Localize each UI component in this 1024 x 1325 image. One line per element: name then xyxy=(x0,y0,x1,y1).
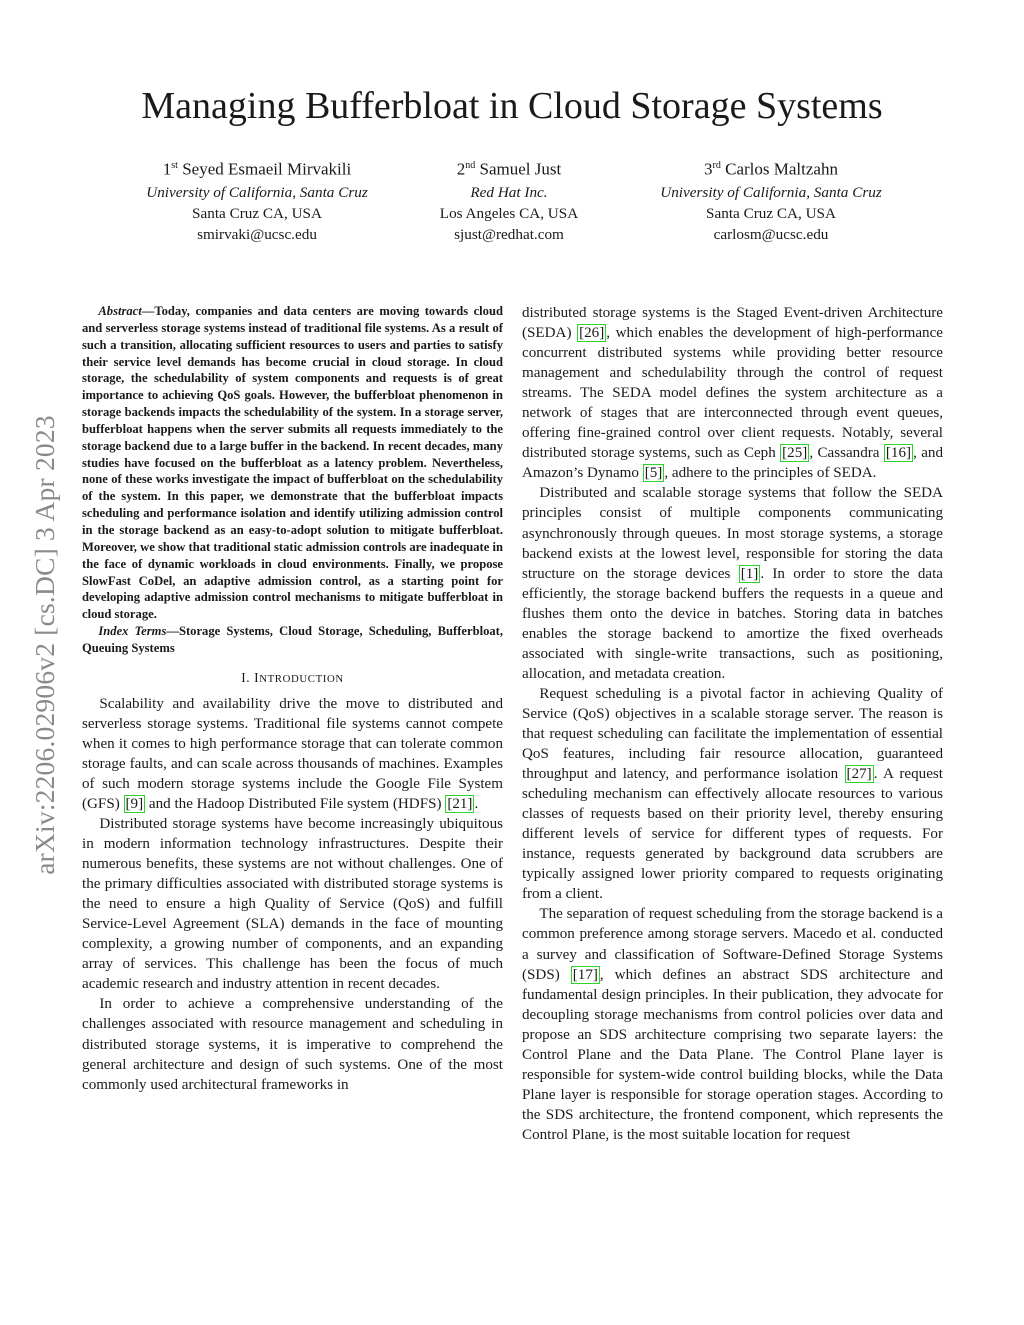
author-ordinal-suffix: st xyxy=(171,160,178,171)
citation-link[interactable]: [25] xyxy=(782,445,808,462)
author-affiliation: University of California, Santa Cruz xyxy=(146,183,368,201)
author-location: Santa Cruz CA, USA xyxy=(706,204,836,222)
author-name: Seyed Esmaeil Mirvakili xyxy=(182,159,352,179)
abstract-lead: Abstract xyxy=(98,304,142,318)
abstract xyxy=(82,303,503,623)
section-heading-rest: NTRODUCTION xyxy=(259,672,344,685)
index-terms xyxy=(82,623,503,657)
intro-paragraph-2: Distributed storage systems have become increasingly ubiquitous in modern information technology infrastructures. Despite their numerous benefits, these systems are not without challenges. One of the primary difficulties associated with distributed storage systems is the need to ensure a high Quality of Service (QoS) and fulfill Service-Level Agreement (SLA) demands in the face of mounting complexity, a growing number of components, and an expanding array of services. This challenge has been the focus of much academic research and industry attention in recent decades. xyxy=(82,816,503,993)
citation-link[interactable]: [17] xyxy=(572,966,598,983)
author-affiliation: University of California, Santa Cruz xyxy=(660,183,882,201)
citation-link[interactable]: [1] xyxy=(740,565,759,582)
text-run: Request scheduling is a pivotal factor in achieving Quality of Service (QoS) objectives in a scalable storage server. The reason is that request scheduling can facilitate the implementation of essential QoS features, including fair resource allocation, guaranteed throughput and latency, and performance isolation xyxy=(522,685,943,783)
text-run: and the Hadoop Distributed File system (HDFS) xyxy=(145,795,446,812)
author-name: Samuel Just xyxy=(479,159,562,179)
author-affiliation: Red Hat Inc. xyxy=(470,183,548,201)
left-column xyxy=(82,303,503,1095)
author-ordinal-suffix: nd xyxy=(465,160,476,171)
citation-link[interactable]: [27] xyxy=(846,766,872,783)
intro-paragraph-3: In order to achieve a comprehensive understanding of the challenges associated with resource management and scheduling in distributed storage systems, it is imperative to comprehend the general architecture and design of such systems. One of the most commonly used architectural frameworks in xyxy=(82,996,503,1093)
right-paragraph-4 xyxy=(522,904,943,1145)
section-numeral: I. I xyxy=(241,669,260,685)
author-location: Santa Cruz CA, USA xyxy=(192,204,322,222)
text-run: The separation of request scheduling from the storage backend is a common preference among storage servers. Macedo et al. conducted a survey and classification of Software-Defined Storage Systems (SDS) xyxy=(522,906,943,983)
text-run: . xyxy=(474,795,479,812)
right-paragraph-3 xyxy=(522,684,943,905)
arxiv-identifier: arXiv:2206.02906v2 [cs.DC] 3 Apr 2023 xyxy=(29,415,60,875)
author-name: Carlos Maltzahn xyxy=(725,159,838,179)
citation-link[interactable]: [5] xyxy=(644,465,663,482)
author-ordinal: 1 xyxy=(162,159,172,179)
author-ordinal: 2 xyxy=(456,159,466,179)
intro-paragraph-1 xyxy=(82,694,503,814)
citation-link[interactable]: [26] xyxy=(579,325,605,342)
text-run: . In order to store the data efficiently, the storage backend buffers the requests in a queue and flushes them onto the device in batches. Storing data in batches enables the storage backend to amortize the fixed overheads associated with single-write transactions, such as positioning, allocation, and metadata creation. xyxy=(522,565,943,682)
text-run: Scalability and availability drive the move to distributed and serverless storage systems. Traditional file systems cannot compete when it comes to high performance storage that can tolerate common storage faults, and can scale across thousands of machines. Examples of such modern storage systems include the Google File System (GFS) xyxy=(82,695,503,812)
text-run: , Cassandra xyxy=(809,445,884,462)
text-run: distributed storage systems is the Staged Event-driven Architecture (SEDA) xyxy=(522,305,943,342)
author-ordinal: 3 xyxy=(704,159,713,179)
text-run: , adhere to the principles of SEDA. xyxy=(664,465,877,482)
text-run: Distributed and scalable storage systems that follow the SEDA principles consist of multiple components communicating asynchronously through queues. In most storage systems, a storage backend exists at the lowest level, responsible for storing the data structure on the storage devices xyxy=(522,485,943,582)
author-location: Los Angeles CA, USA xyxy=(439,204,579,222)
citation-link[interactable]: [21] xyxy=(447,795,473,812)
author-3 xyxy=(606,154,936,245)
section-heading-introduction xyxy=(82,669,503,688)
right-paragraph-1 xyxy=(522,303,943,483)
text-run: , which defines an abstract SDS architecture and fundamental design principles. In their publication, they advocate for decoupling storage mechanisms from control policies over data and propose an SDS architecture comprising two separate layers: the Control Plane and the Data Plane. The Control Plane layer is responsible for system-wide control building blocks, while the Data Plane layer is responsible for storage operation stages. According to the SDS architecture, the frontend component, which represents the Control Plane, is the most suitable location for request xyxy=(522,966,944,1143)
author-ordinal-suffix: rd xyxy=(712,160,721,171)
abstract-text: —Today, companies and data centers are moving towards cloud and serverless storage systems instead of traditional file systems. As a result of such a transition, allocating sufficient resources to users and parties to satisfy their service level demands has become crucial in cloud storage. In cloud storage, the schedulability of system components and requests is of great importance to achieving QoS goals. However, the bufferbloat phenomenon in storage backends impacts the schedulability of the system. In a storage server, bufferbloat happens when the server submits all requests immediately to the storage backend due to a large buffer in the backend. In recent decades, many studies have focused on the bufferbloat as a latency problem. Nevertheless, none of these works investigate the impact of bufferbloat on the schedulability of the system. In this paper, we demonstrate that the bufferbloat impacts scheduling and performance isolation and identify utilizing admission control in the storage backend as an easy-to-adopt solution to mitigate bufferbloat. Moreover, we show that traditional static admission controls are inadequate in the face of dynamic workloads in cloud environments. Finally, we propose SlowFast CoDel, an adaptive admission control, as a starting point for developing adaptive admission control mechanisms to mitigate bufferbloat in cloud storage. xyxy=(82,304,503,622)
author-email: carlosm@ucsc.edu xyxy=(713,225,829,243)
text-run: , and Amazon’s Dynamo xyxy=(522,445,944,482)
paper-title: Managing Bufferbloat in Cloud Storage Systems xyxy=(141,85,883,127)
text-run: , which enables the development of high-performance concurrent distributed systems while providing better resource management and schedulability through the control of request streams. The SEDA model defines the system architecture as a network of stages that are interconnected through event queues, offering fine-grained control over client requests. Notably, several distributed storage systems, such as Ceph xyxy=(522,325,943,462)
citation-link[interactable]: [16] xyxy=(885,445,912,462)
citation-link[interactable]: [9] xyxy=(125,795,144,812)
author-email: sjust@redhat.com xyxy=(454,225,564,243)
author-email: smirvaki@ucsc.edu xyxy=(197,225,317,243)
arxiv-sidebar xyxy=(28,360,62,930)
right-column xyxy=(522,303,943,1145)
index-terms-text: —Storage Systems, Cloud Storage, Scheduling, Bufferbloat, Queuing Systems xyxy=(82,624,504,655)
right-paragraph-2 xyxy=(522,483,943,683)
text-run: . A request scheduling mechanism can effectively allocate resources to various classes of requests based on their priority level, thereby ensuring different levels of service for different types of requests. For instance, requests generated by background data scrubbers are typically assigned lower priority compared to requests originating from a client. xyxy=(522,766,943,903)
index-terms-lead: Index Terms xyxy=(98,624,167,639)
